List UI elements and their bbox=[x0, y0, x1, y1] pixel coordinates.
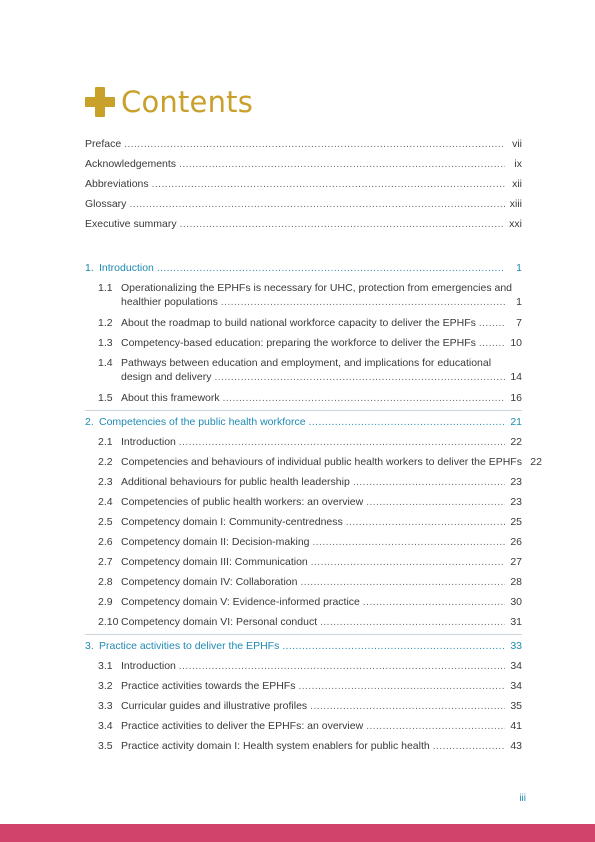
section-number: 2.10 bbox=[98, 616, 119, 628]
section-page: 14 bbox=[510, 371, 522, 383]
section-number: 3.4 bbox=[98, 720, 113, 732]
section-page: 27 bbox=[510, 556, 522, 568]
section-title: Competency domain II: Decision-making bbox=[121, 536, 310, 548]
section-page: 30 bbox=[510, 596, 522, 608]
chapter-number: 3. bbox=[85, 640, 94, 652]
section-title-continued: healthier populations bbox=[121, 296, 218, 308]
section-page: 1 bbox=[516, 296, 522, 308]
toc-entry-glossary[interactable] bbox=[85, 197, 522, 211]
toc-entry-page: ix bbox=[514, 158, 522, 170]
section-page: 22 bbox=[510, 436, 522, 448]
section-number: 1.3 bbox=[98, 337, 113, 349]
section-title: Competency domain IV: Collaboration bbox=[121, 576, 298, 588]
section-number: 2.4 bbox=[98, 496, 113, 508]
section-title: Pathways between education and employment, and implications for educational bbox=[121, 357, 492, 369]
toc-entry-executive-summary[interactable] bbox=[85, 217, 522, 231]
section-number: 2.2 bbox=[98, 456, 113, 468]
chapter-page: 21 bbox=[510, 416, 522, 428]
section-title: Competency-based education: preparing the workforce to deliver the EPHFs bbox=[121, 337, 476, 349]
section-title: Introduction bbox=[121, 660, 176, 672]
section-number: 2.6 bbox=[98, 536, 113, 548]
section-title: Curricular guides and illustrative profiles bbox=[121, 700, 308, 712]
toc-section-2-3[interactable] bbox=[85, 475, 522, 489]
section-title: Competencies and behaviours of individual public health workers to deliver the EPHFs bbox=[121, 456, 522, 468]
toc-chapter-1[interactable] bbox=[85, 261, 522, 275]
section-number: 2.9 bbox=[98, 596, 113, 608]
page-title: Contents bbox=[121, 85, 254, 119]
section-number: 1.2 bbox=[98, 317, 113, 329]
section-page: 31 bbox=[510, 616, 522, 628]
section-number: 3.3 bbox=[98, 700, 113, 712]
section-page: 23 bbox=[510, 496, 522, 508]
plus-icon bbox=[85, 87, 115, 117]
toc-section-2-1[interactable] bbox=[85, 435, 522, 449]
chapter-divider bbox=[85, 410, 522, 411]
section-number: 2.7 bbox=[98, 556, 113, 568]
section-page: 23 bbox=[510, 476, 522, 488]
section-title: Practice activity domain I: Health system enablers for public health bbox=[121, 740, 430, 752]
toc-section-1-5[interactable] bbox=[85, 391, 522, 405]
toc-section-1-1[interactable] bbox=[85, 281, 522, 309]
toc-section-1-4[interactable] bbox=[85, 356, 522, 384]
toc-section-3-2[interactable] bbox=[85, 679, 522, 693]
section-page: 41 bbox=[510, 720, 522, 732]
chapter-number: 1. bbox=[85, 262, 94, 274]
toc-section-3-4[interactable] bbox=[85, 719, 522, 733]
toc-entry-page: vii bbox=[512, 138, 522, 150]
section-title: Practice activities towards the EPHFs bbox=[121, 680, 296, 692]
section-title: Competency domain VI: Personal conduct bbox=[121, 616, 318, 628]
toc-section-2-9[interactable] bbox=[85, 595, 522, 609]
toc-section-2-10[interactable] bbox=[85, 615, 522, 629]
toc-section-2-7[interactable] bbox=[85, 555, 522, 569]
chapter-divider bbox=[85, 634, 522, 635]
toc-entry-label: Preface bbox=[85, 138, 122, 150]
footer-bar bbox=[0, 824, 595, 842]
section-title: Competency domain I: Community-centredness bbox=[121, 516, 343, 528]
toc-section-2-5[interactable] bbox=[85, 515, 522, 529]
chapter-title: Competencies of the public health workforce bbox=[99, 416, 306, 428]
section-number: 2.3 bbox=[98, 476, 113, 488]
section-page: 10 bbox=[510, 337, 522, 349]
section-title: Operationalizing the EPHFs is necessary for UHC, protection from emergencies and bbox=[121, 282, 513, 294]
section-page: 16 bbox=[510, 392, 522, 404]
section-number: 2.8 bbox=[98, 576, 113, 588]
toc-section-2-6[interactable] bbox=[85, 535, 522, 549]
toc-section-1-2[interactable] bbox=[85, 316, 522, 330]
section-title: Introduction bbox=[121, 436, 176, 448]
section-page: 7 bbox=[516, 317, 522, 329]
toc-entry-label: Abbreviations bbox=[85, 178, 149, 190]
section-title: Practice activities to deliver the EPHFs: an overview bbox=[121, 720, 364, 732]
page-number: iii bbox=[519, 793, 526, 804]
toc-entry-abbreviations[interactable] bbox=[85, 177, 522, 191]
section-number: 1.5 bbox=[98, 392, 113, 404]
section-page: 34 bbox=[510, 680, 522, 692]
section-number: 1.1 bbox=[98, 282, 113, 294]
section-title: Competencies of public health workers: an overview bbox=[121, 496, 364, 508]
section-title: Competency domain III: Communication bbox=[121, 556, 308, 568]
chapter-page: 1 bbox=[516, 262, 522, 274]
toc-section-2-4[interactable] bbox=[85, 495, 522, 509]
section-title: Additional behaviours for public health leadership bbox=[121, 476, 350, 488]
toc-section-3-1[interactable] bbox=[85, 659, 522, 673]
toc-entry-page: xii bbox=[512, 178, 522, 190]
toc-entry-preface[interactable] bbox=[85, 137, 522, 151]
section-page: 34 bbox=[510, 660, 522, 672]
toc-section-2-8[interactable] bbox=[85, 575, 522, 589]
chapter-title: Practice activities to deliver the EPHFs bbox=[99, 640, 280, 652]
section-title: About the roadmap to build national workforce capacity to deliver the EPHFs bbox=[121, 317, 476, 329]
toc-entry-label: Glossary bbox=[85, 198, 127, 210]
toc-entry-acknowledgements[interactable] bbox=[85, 157, 522, 171]
toc-chapter-3[interactable] bbox=[85, 639, 522, 653]
contents-heading bbox=[85, 82, 253, 122]
section-title-continued: design and delivery bbox=[121, 371, 212, 383]
toc-section-3-5[interactable] bbox=[85, 739, 522, 753]
section-page: 25 bbox=[510, 516, 522, 528]
toc-entry-page: xiii bbox=[509, 198, 522, 210]
toc-section-2-2[interactable] bbox=[85, 455, 542, 469]
section-page: 35 bbox=[510, 700, 522, 712]
section-number: 1.4 bbox=[98, 357, 113, 369]
section-number: 2.5 bbox=[98, 516, 113, 528]
toc-section-1-3[interactable] bbox=[85, 336, 522, 350]
section-number: 3.5 bbox=[98, 740, 113, 752]
toc-section-3-3[interactable] bbox=[85, 699, 522, 713]
section-title: About this framework bbox=[121, 392, 220, 404]
section-page: 26 bbox=[510, 536, 522, 548]
section-page: 22 bbox=[530, 456, 542, 468]
chapter-title: Introduction bbox=[99, 262, 154, 274]
section-number: 3.2 bbox=[98, 680, 113, 692]
section-page: 28 bbox=[510, 576, 522, 588]
section-number: 3.1 bbox=[98, 660, 113, 672]
toc-entry-label: Executive summary bbox=[85, 218, 177, 230]
section-number: 2.1 bbox=[98, 436, 113, 448]
toc-entry-label: Acknowledgements bbox=[85, 158, 177, 170]
toc-chapter-2[interactable] bbox=[85, 415, 522, 429]
chapter-number: 2. bbox=[85, 416, 94, 428]
toc-entry-page: xxi bbox=[509, 218, 522, 230]
section-title: Competency domain V: Evidence-informed practice bbox=[121, 596, 360, 608]
chapter-page: 33 bbox=[510, 640, 522, 652]
section-page: 43 bbox=[510, 740, 522, 752]
